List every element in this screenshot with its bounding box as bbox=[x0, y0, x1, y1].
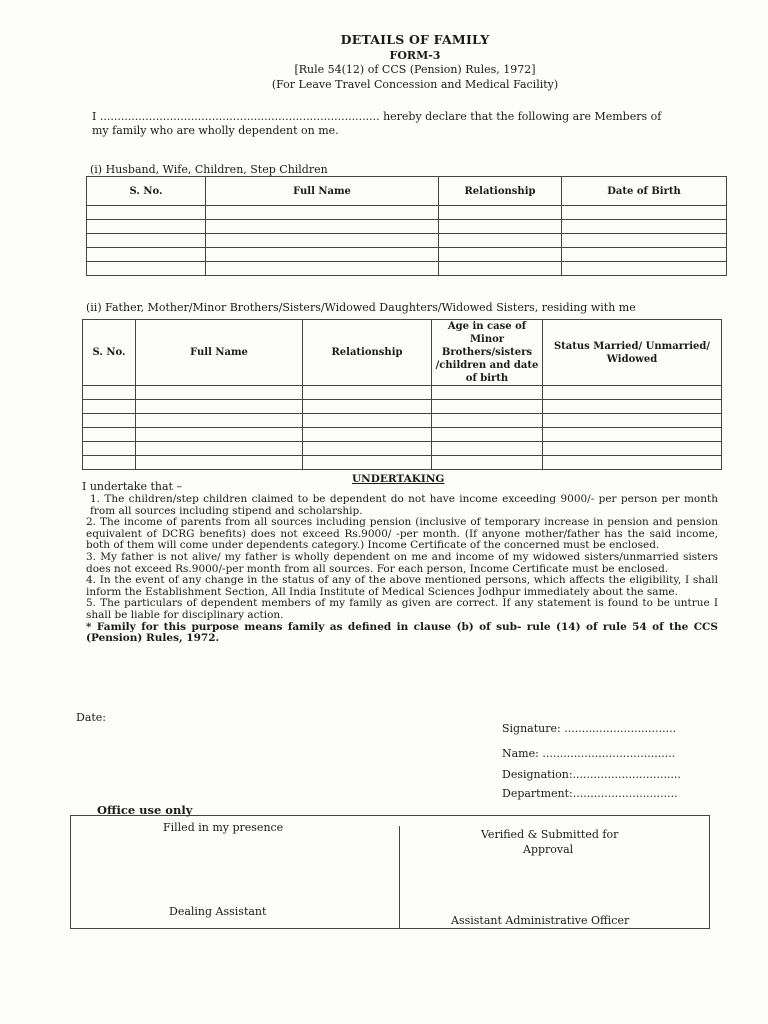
date-label: Date: bbox=[76, 711, 107, 724]
table-cell[interactable] bbox=[206, 248, 439, 262]
form-title: DETAILS OF FAMILY bbox=[340, 32, 490, 47]
table-cell[interactable] bbox=[303, 400, 432, 414]
undertaking-intro: I undertake that – bbox=[82, 480, 182, 493]
table-cell[interactable] bbox=[87, 206, 206, 220]
table-cell[interactable] bbox=[562, 220, 727, 234]
table-cell[interactable] bbox=[206, 262, 439, 276]
table-row bbox=[87, 206, 727, 220]
undertaking-item: 3. My father is not alive/ my father is wholly dependent on me and income of my widowed sisters/unmarried sisters does not exceed Rs.9000/-per month from all sources. For each person, Income Certificate must be enclosed. bbox=[86, 550, 718, 575]
table-cell[interactable] bbox=[206, 220, 439, 234]
dealing-assistant-label: Dealing Assistant bbox=[169, 905, 267, 918]
table-row bbox=[83, 442, 722, 456]
table-cell[interactable] bbox=[87, 248, 206, 262]
table-cell[interactable] bbox=[206, 206, 439, 220]
office-use-label: Office use only bbox=[97, 803, 193, 817]
table-cell[interactable] bbox=[432, 456, 543, 470]
table-cell[interactable] bbox=[136, 400, 303, 414]
table-row bbox=[83, 414, 722, 428]
approval-label: Approval bbox=[523, 843, 574, 856]
table-cell[interactable] bbox=[83, 400, 136, 414]
table-header: Age in case of Minor Brothers/sisters /children and date of birth bbox=[432, 320, 543, 386]
table-cell[interactable] bbox=[136, 442, 303, 456]
table-cell[interactable] bbox=[562, 262, 727, 276]
table-header: Full Name bbox=[206, 177, 439, 206]
table-cell[interactable] bbox=[136, 428, 303, 442]
undertaking-item: 5. The particulars of dependent members of my family as given are correct. If any statement is found to be untrue I shall be liable for disciplinary action. bbox=[86, 597, 718, 621]
department-field[interactable]: Department:.............................. bbox=[502, 787, 678, 800]
table-cell[interactable] bbox=[87, 234, 206, 248]
table-header: Status Married/ Unmarried/ Widowed bbox=[543, 320, 722, 386]
table-cell[interactable] bbox=[206, 234, 439, 248]
table-cell[interactable] bbox=[562, 234, 727, 248]
table-header-row bbox=[87, 177, 727, 206]
table-header: Date of Birth bbox=[562, 177, 727, 206]
table-cell[interactable] bbox=[303, 428, 432, 442]
declaration-line-2: my family who are wholly dependent on me. bbox=[92, 124, 339, 137]
table-header: S. No. bbox=[87, 177, 206, 206]
table-row bbox=[83, 400, 722, 414]
form-rule: [Rule 54(12) of CCS (Pension) Rules, 1972] bbox=[294, 63, 536, 76]
table-cell[interactable] bbox=[87, 220, 206, 234]
table-header: Relationship bbox=[439, 177, 562, 206]
aao-label: Assistant Administrative Officer bbox=[451, 914, 630, 927]
table-cell[interactable] bbox=[543, 442, 722, 456]
table-cell[interactable] bbox=[543, 456, 722, 470]
table-cell[interactable] bbox=[83, 386, 136, 400]
office-box-divider bbox=[399, 826, 400, 928]
form-purpose: (For Leave Travel Concession and Medical Facility) bbox=[271, 78, 559, 91]
table-row bbox=[83, 428, 722, 442]
table-row bbox=[83, 386, 722, 400]
undertaking-title: UNDERTAKING bbox=[352, 473, 445, 485]
section-2-label: (ii) Father, Mother/Minor Brothers/Sisters/Widowed Daughters/Widowed Sisters, residing with me bbox=[86, 301, 636, 314]
undertaking-item: 4. In the event of any change in the status of any of the above mentioned persons, which affects the eligibility, I shall inform the Establishment Section, All India Institute of Medical Sciences Jodhpur immediately about the same. bbox=[86, 574, 718, 598]
table-cell[interactable] bbox=[543, 386, 722, 400]
undertaking-list bbox=[86, 494, 718, 645]
office-use-box bbox=[70, 815, 710, 929]
table-cell[interactable] bbox=[543, 428, 722, 442]
table-cell[interactable] bbox=[83, 456, 136, 470]
table-header: S. No. bbox=[83, 320, 136, 386]
declaration-line-1: I ................................................................................ hereby declare that the following are Members of bbox=[92, 110, 662, 123]
table-cell[interactable] bbox=[562, 248, 727, 262]
designation-field[interactable]: Designation:............................... bbox=[502, 768, 681, 781]
table-cell[interactable] bbox=[439, 262, 562, 276]
table-header: Full Name bbox=[136, 320, 303, 386]
table-header: Relationship bbox=[303, 320, 432, 386]
family-definition-note: * Family for this purpose means family as defined in clause (b) of sub- rule (14) of rule 54 of the CCS (Pension) Rules, 1972. bbox=[86, 620, 718, 645]
filled-in-presence-label: Filled in my presence bbox=[163, 821, 284, 834]
table-cell[interactable] bbox=[136, 414, 303, 428]
table-cell[interactable] bbox=[432, 400, 543, 414]
table-header-row bbox=[83, 320, 722, 386]
table-cell[interactable] bbox=[83, 442, 136, 456]
table-cell[interactable] bbox=[432, 386, 543, 400]
family-table-1 bbox=[86, 176, 727, 276]
table-cell[interactable] bbox=[303, 442, 432, 456]
family-table-2 bbox=[82, 319, 722, 470]
table-cell[interactable] bbox=[83, 414, 136, 428]
undertaking-item: 2. The income of parents from all sources including pension (inclusive of temporary increase in pension and pension equivalent of DCRG benefits) does not exceed Rs.9000/ -per month. (If anyone mother/father has the said income, both of them will come under dependents category.) Income Certificate of the concerned must be enclosed. bbox=[86, 516, 718, 552]
table-cell[interactable] bbox=[432, 442, 543, 456]
section-1-label: (i) Husband, Wife, Children, Step Children bbox=[90, 163, 328, 176]
table-cell[interactable] bbox=[543, 400, 722, 414]
table-cell[interactable] bbox=[136, 386, 303, 400]
table-cell[interactable] bbox=[136, 456, 303, 470]
table-cell[interactable] bbox=[439, 248, 562, 262]
signature-field[interactable]: Signature: ................................ bbox=[502, 722, 677, 735]
table-row bbox=[87, 248, 727, 262]
table-cell[interactable] bbox=[432, 414, 543, 428]
table-cell[interactable] bbox=[303, 456, 432, 470]
table-cell[interactable] bbox=[432, 428, 543, 442]
table-cell[interactable] bbox=[83, 428, 136, 442]
table-row bbox=[87, 262, 727, 276]
table-row bbox=[87, 220, 727, 234]
table-cell[interactable] bbox=[303, 386, 432, 400]
table-cell[interactable] bbox=[439, 206, 562, 220]
verified-label: Verified & Submitted for bbox=[481, 828, 619, 841]
name-field[interactable]: Name: ...................................... bbox=[502, 747, 676, 760]
table-cell[interactable] bbox=[439, 234, 562, 248]
table-cell[interactable] bbox=[303, 414, 432, 428]
table-cell[interactable] bbox=[87, 262, 206, 276]
table-row bbox=[87, 234, 727, 248]
table-cell[interactable] bbox=[543, 414, 722, 428]
table-cell[interactable] bbox=[562, 206, 727, 220]
undertaking-item: 1. The children/step children claimed to be dependent do not have income exceeding 9000/- per person per month from all sources including stipend and scholarship. bbox=[90, 493, 718, 517]
form-number: FORM-3 bbox=[389, 49, 441, 62]
table-cell[interactable] bbox=[439, 220, 562, 234]
table-row bbox=[83, 456, 722, 470]
